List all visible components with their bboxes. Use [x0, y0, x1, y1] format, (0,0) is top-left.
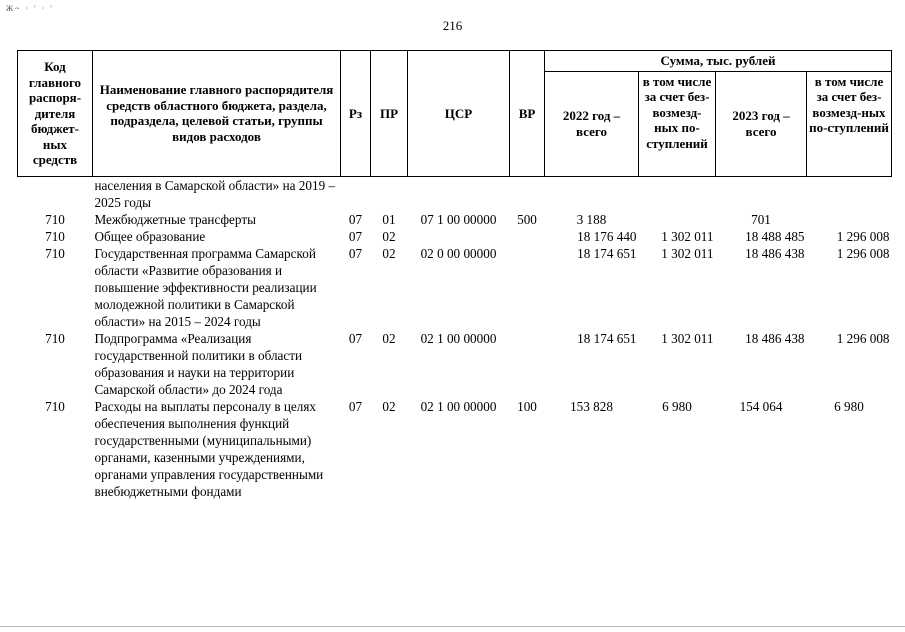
header-pr: ПР: [371, 51, 408, 177]
row-code: 710: [45, 211, 65, 227]
scan-mark: Ж~ · ' · ': [6, 4, 54, 13]
row-code: 710: [45, 245, 65, 261]
row-csr: 02 1 00 00000: [420, 330, 497, 346]
row-code: 710: [45, 330, 65, 346]
row-2023-total: 18 488 485: [745, 228, 805, 244]
row-2022-total: 153 828: [570, 398, 613, 414]
row-pr: 02: [382, 330, 396, 346]
row-vr: [510, 245, 545, 330]
row-2023-total: [716, 176, 807, 211]
row-2023-total: 701: [751, 211, 771, 227]
row-vr: 100: [517, 398, 537, 414]
row-2022-total: 18 174 651: [577, 245, 637, 261]
scan-bottom-edge: [0, 626, 905, 627]
row-csr: 02 0 00 00000: [420, 245, 497, 261]
row-2023-total: 18 486 438: [745, 330, 805, 346]
table-body: [18, 176, 892, 500]
row-name: Государственная программа Самарской области «Развитие образования и повышение эффективности реализации молодежной политики в Самарской области» на 2015 – 2024 годы: [94, 245, 317, 329]
row-2023-gratuitous: 6 980: [834, 398, 864, 414]
row-2023-gratuitous: [807, 176, 892, 211]
row-name: Общее образование: [94, 228, 206, 244]
row-2022-gratuitous: 1 302 011: [661, 330, 714, 346]
table-row: [18, 211, 892, 228]
row-2022-total: 18 176 440: [577, 228, 637, 244]
row-2022-gratuitous: [639, 176, 716, 211]
table-row: [18, 228, 892, 245]
row-2022-gratuitous: 1 302 011: [661, 228, 714, 244]
table-row: [18, 245, 892, 330]
row-2023-total: 18 486 438: [745, 245, 805, 261]
row-rz: 07: [348, 245, 363, 261]
row-2022-gratuitous: 6 980: [662, 398, 692, 414]
header-csr: ЦСР: [408, 51, 510, 177]
row-pr: 02: [382, 245, 396, 261]
row-name: Межбюджетные трансферты: [94, 211, 256, 227]
header-2023-total: 2023 год – всего: [716, 71, 807, 176]
row-rz: 07: [348, 228, 363, 244]
row-2023-gratuitous: 1 296 008: [836, 245, 890, 261]
row-vr: [510, 176, 545, 211]
row-name: населения в Самарской области» на 2019 – 2025 годы: [94, 177, 336, 210]
row-code: 710: [45, 228, 65, 244]
header-2023-gratuitous: в том числе за счет без-возмезд-ных по-ступлений: [807, 71, 892, 176]
header-rz: Рз: [341, 51, 371, 177]
row-vr: [510, 228, 545, 245]
table-row: [18, 176, 892, 211]
row-rz: 07: [348, 398, 363, 414]
row-name: Расходы на выплаты персоналу в целях обеспечения выполнения функций государственными (муниципальными) органами, казенными учреждениями, органами управления государственными внебюджетными фондами: [94, 398, 324, 499]
row-2022-gratuitous: 1 302 011: [661, 245, 714, 261]
header-code: Код главного распоря-дителя бюджет-ных средств: [18, 51, 93, 177]
row-pr: 02: [382, 228, 396, 244]
row-csr: [408, 228, 510, 245]
row-pr: 01: [382, 211, 396, 227]
row-pr: [371, 176, 408, 211]
budget-table: [17, 50, 892, 500]
header-sum-group: Сумма, тыс. рублей: [545, 51, 892, 72]
row-rz: [341, 176, 371, 211]
table-row: [18, 398, 892, 500]
row-2022-total: 18 174 651: [577, 330, 637, 346]
row-code: [18, 176, 93, 211]
header-2022-gratuitous: в том числе за счет без-возмезд-ных по-ступлений: [639, 71, 716, 176]
row-2023-total: 154 064: [739, 398, 783, 414]
row-name: Подпрограмма «Реализация государственной политики в области образования и науки на территории Самарской области» до 2024 года: [94, 330, 303, 397]
row-2023-gratuitous: 1 296 008: [836, 330, 890, 346]
row-2022-gratuitous: [639, 211, 716, 228]
row-csr: [408, 176, 510, 211]
row-vr: 500: [517, 211, 537, 227]
header-name: Наименование главного распорядителя средств областного бюджета, раздела, подраздела, целевой статьи, группы видов расходов: [93, 51, 341, 177]
page-number: 216: [442, 18, 463, 33]
header-2022-total: 2022 год – всего: [545, 71, 639, 176]
row-2022-total: 3 188: [576, 211, 607, 227]
row-csr: 02 1 00 00000: [420, 398, 497, 414]
table-row: [18, 330, 892, 398]
row-2022-total: [545, 176, 639, 211]
row-pr: 02: [382, 398, 396, 414]
row-code: 710: [45, 398, 65, 414]
table-header: [18, 51, 892, 177]
row-2023-gratuitous: [807, 211, 892, 228]
row-2023-gratuitous: 1 296 008: [836, 228, 890, 244]
row-rz: 07: [348, 330, 363, 346]
row-rz: 07: [348, 211, 363, 227]
row-csr: 07 1 00 00000: [420, 211, 497, 227]
row-vr: [510, 330, 545, 398]
header-vr: ВР: [510, 51, 545, 177]
